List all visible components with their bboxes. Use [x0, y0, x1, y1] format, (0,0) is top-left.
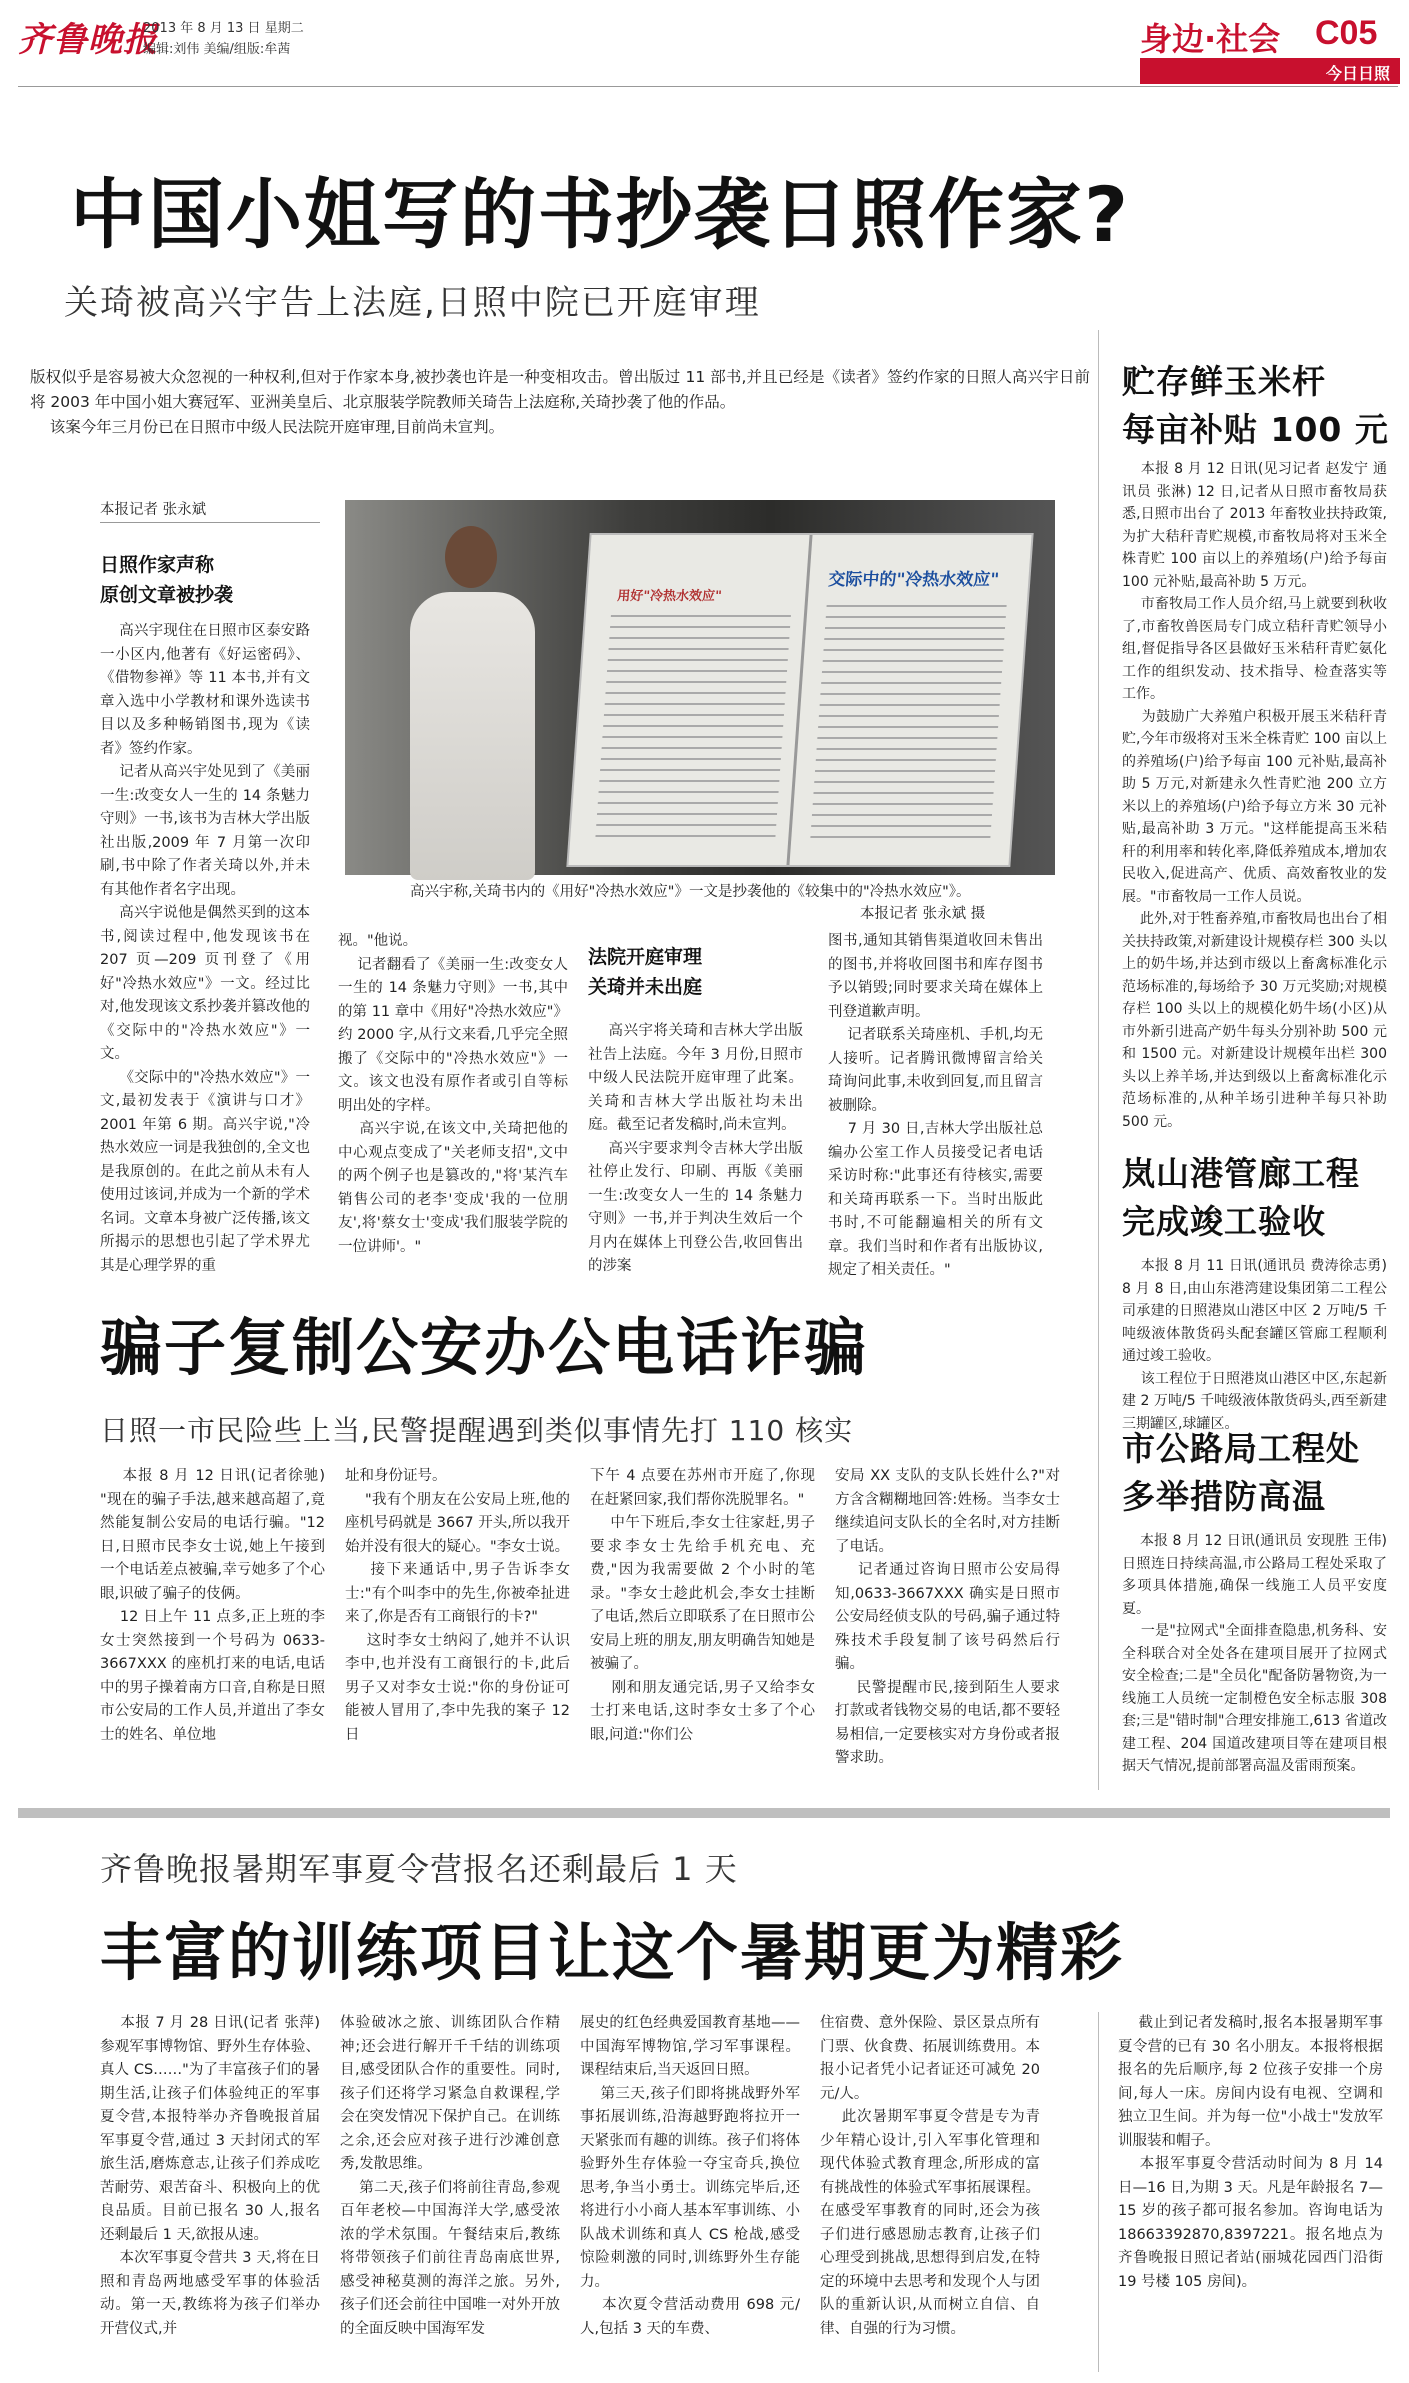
photo-credit: 本报记者 张永斌 摄: [860, 906, 986, 922]
story1-headline: 中国小姐写的书抄袭日照作家?: [70, 170, 1131, 259]
story3-col-2: 体验破冰之旅、训练团队合作精神;还会进行解开千千结的训练项目,感受团队合作的重要性。同时,孩子们还将学习紧急自救课程,学会在突发情况下保护自己。在训练之余,还会应对孩子进行沙滩创意秀,发散思维。 第二天,孩子们将前往青岛,参观百年老校—中国海洋大学,感受浓浓的学术氛围。午餐结束后,教练将带领孩子们前往青岛南底世界,感受神秘莫测的海洋之旅。另外,孩子们还会前往中国唯一对外开放的全面反映中国海军发: [340, 2015, 561, 2337]
sidebar-divider: [1098, 330, 1099, 1790]
story3-col-3: 展史的红色经典爱国教育基地——中国海军博物馆,学习军事课程。课程结束后,当天返回日照。 第三天,孩子们即将挑战野外军事拓展训练,沿海越野跑将拉开一天紧张而有趣的训练。孩子们将体验野外生存体验一夺宝奇兵,换位思考,争当小勇士。训练完毕后,还将进行小小商人基本军事训练、小队战术训练和真人 CS 枪战,感受惊险刺激的同时,训练野外生存能力。 本次夏令营活动费用 698 元/人,包括 3 天的车费、: [580, 2015, 801, 2337]
masthead-editors: 编辑:刘伟 美编/组版:牟茜: [143, 42, 291, 57]
page-number: C05: [1315, 14, 1378, 52]
story3-headline: 丰富的训练项目让这个暑期更为精彩: [100, 1916, 1125, 1989]
story3-sidebar-divider: [1098, 2012, 1099, 2372]
edition-label: 今日日照: [1325, 64, 1390, 83]
book-left-text: [595, 615, 791, 845]
story1-col-1: 高兴宇现住在日照市区泰安路一小区内,他著有《好运密码》、《借物参禅》等 11 本书,并有文章入选中小学教材和课外选读书目以及多种畅销图书,现为《读者》签约作家。 记者从高兴宇处见到了《美丽一生:改变女人一生的 14 条魅力守则》一书,该书为吉林大学出版社出版,2009 年 7 月第一次印刷,书中除了作者关琦以外,并未有其他作者名字出现。 高兴宇说他是偶然买到的这本书,阅读过程中,他发现该书在 207 页—209 页刊登了《用好"冷热水效应"》一文。经过比对,他发现该文系抄袭并篡改他的《交际中的"冷热水效应"》一文。 《交际中的"冷热水效应"》一文,最初发表于《演讲与口才》2001 年第 6 期。高兴宇说,"冷热水效应一词是我独创的,全文也是我原创的。在此之前从未有人使用过该词,并成为一个新的学术名词。文章本身被广泛传播,该文所揭示的思想也引起了学术界尤其是心理学界的重: [100, 623, 311, 1274]
side2-body: 本报 8 月 11 日讯(通讯员 费涛徐志勇) 8 月 8 日,由山东港湾建设集团第二工程公司承建的日照港岚山港区中区 2 万吨/5 千吨级液体散货码头配套罐区管廊工程顺利通过竣工验收。 该工程位于日照港岚山港区中区,东起新建 2 万吨/5 千吨级液体散货码头,西至新建三期罐区,球罐区。: [1122, 1258, 1387, 1432]
story1-subhead: 关琦被高兴宇告上法庭,日照中院已开庭审理: [64, 283, 761, 323]
book-right-title: 交际中的"冷热水效应": [827, 570, 1000, 590]
side1-headline: 贮存鲜玉米杆 每亩补贴 100 元: [1122, 362, 1389, 449]
side3-headline: 市公路局工程处 多举措防高温: [1122, 1429, 1360, 1516]
story2-col-3: 下午 4 点要在苏州市开庭了,你现在赶紧回家,我们帮你洗脱罪名。" 中午下班后,李女士往家赶,男子要求李女士先给手机充电、充费,"因为我需要做 2 个小时的笔录。"李女士趁此机会,李女士挂断了电话,然后立即联系了在日照市公安局上班的朋友,朋友明确告知她是被骗了。 刚和朋友通完话,男子又给李女士打来电话,这时李女士多了个心眼,问道:"你们公: [590, 1468, 816, 1743]
story1-subsection-1: 日照作家声称 原创文章被抄袭: [100, 554, 234, 606]
story3-col-5: 截止到记者发稿时,报名本报暑期军事夏令营的已有 30 名小朋友。本报将根据报名的先后顺序,每 2 位孩子安排一个房间,每人一床。房间内设有电视、空调和独立卫生间。并为每一位"小战士"发放军训服装和帽子。 本报军事夏令营活动时间为 8 月 14 日—16 日,为期 3 天。凡是年龄报名 7—15 岁的孩子都可报名参加。咨询电话为 18663392870,8397221。报名地点为齐鲁晚报日照记者站(丽城花园西门沿街 19 号楼 105 房间)。: [1118, 2015, 1384, 2290]
story1-lead: 版权似乎是容易被大众忽视的一种权利,但对于作家本身,被抄袭也许是一种变相攻击。曾出版过 11 部书,并且已经是《读者》签约作家的日照人高兴宇日前将 2003 年中国小姐大赛冠军、亚洲美皇后、北京服装学院教师关琦告上法庭称,关琦抄袭了他的作品。 该案今年三月份已在日照市中级人民法院开庭审理,目前尚未宣判。: [30, 368, 1090, 436]
woman-head: [445, 526, 497, 588]
story3-col-4: 住宿费、意外保险、景区景点所有门票、伙食费、拓展训练费用。本报小记者凭小记者证还可减免 20 元/人。 此次暑期军事夏令营是专为青少年精心设计,引入军事化管理和现代体验式教育理念,所形成的富有挑战性的体验式军事拓展课程。在感受军事教育的同时,还会为孩子们进行感恩励志教育,让孩子们心理受到挑战,思想得到启发,在特定的环境中去思考和发现个人与团队的重新认识,从而树立自信、自律、自强的行为习惯。: [820, 2015, 1040, 2337]
story1-photo: [345, 500, 1055, 875]
story2-col-2: 址和身份证号。 "我有个朋友在公安局上班,他的座机号码就是 3667 开头,所以我开始并没有很大的疑心。"李女士说。 接下来通话中,男子告诉李女士:"有个叫李中的先生,你被牵扯进来了,你是否有工商银行的卡?" 这时李女士纳闷了,她并不认识李中,也并没有工商银行的卡,此后男子又对李女士说:"你的身份证可能被人冒用了,李中先我的案子 12 日: [345, 1468, 571, 1743]
story3-col-1: 本报 7 月 28 日讯(记者 张萍)参观军事博物馆、野外生存体验、真人 CS……"为了丰富孩子们的暑期生活,让孩子们体验纯正的军事夏令营,本报特举办齐鲁晚报首届军事夏令营,通过 3 天封闭式的军旅生活,磨炼意志,让孩子们养成吃苦耐劳、艰苦奋斗、积极向上的优良品质。目前已报名 30 人,报名还剩最后 1 天,欲报从速。 本次军事夏令营共 3 天,将在日照和青岛两地感受军事的体验活动。第一天,教练将为孩子们举办开营仪式,并: [100, 2015, 320, 2337]
open-book: [568, 535, 1031, 865]
story1-subsection-2: 法院开庭审理 关琦并未出庭: [588, 946, 703, 998]
masthead-date: 2013 年 8 月 13 日 星期二: [143, 21, 304, 36]
side1-body: 本报 8 月 12 日讯(见习记者 赵发宁 通讯员 张淋) 12 日,记者从日照市畜牧局获悉,日照市出台了 2013 年畜牧业扶持政策,为扩大秸秆青贮规模,市畜牧局将对玉米全株青贮 100 亩以上的养殖场(户)给予每亩 100 元补贴,最高补助 5 万元。 市畜牧局工作人员介绍,马上就要到秋收了,市畜牧兽医局专门成立秸秆青贮领导小组,督促指导各区县做好玉米秸秆青贮氨化工作的组织发动、技术指导、检查落实等工作。 为鼓励广大养殖户积极开展玉米秸秆青贮,今年市级将对玉米全株青贮 100 亩以上的养殖场(户)给予每亩 100 元补贴,最高补助 5 万元,对新建永久性青贮池 200 立方米以上的养殖场(户)给予每立方米 30 元补贴,最高补助 3 万元。"这样能提高玉米秸秆的利用率和转化率,降低养殖成本,增加农民收入,促进高产、优质、高效畜牧业的发展。"市畜牧局一工作人员说。 此外,对于牲畜养殖,市畜牧局也出台了相关扶持政策,对新建设计规模存栏 300 头以上的奶牛场,并达到市级以上畜禽标准化示范场标准的,每场给予 30 万元奖励;对规模存栏 100 头以上的规模化奶牛场(小区)从市外新引进高产奶牛每头分别补助 500 元和 1500 元。对新建设计规模年出栏 300 头以上养羊场,并达到级以上畜禽标准化示范场标准的,从种羊场引进种羊每只补助 500 元。: [1122, 461, 1387, 1130]
book-left-title: 用好"冷热水效应": [616, 589, 723, 604]
side2-headline: 岚山港管廊工程 完成竣工验收: [1122, 1154, 1360, 1241]
story1-col-2: 视。"他说。 记者翻看了《美丽一生:改变女人一生的 14 条魅力守则》一书,其中的第 11 章中《用好"冷热水效应"》约 2000 字,从行文来看,几乎完全照搬了《交际中的"冷热水效应"》一文。该文也没有原作者或引自等标明出处的字样。 高兴宇说,在该文中,关琦把他的中心观点变成了"关老师支招",文中的两个例子也是篡改的,"将'某汽车销售公司的老李'变成'我的一位朋友',将'蔡女士'变成'我们服装学院的一位讲师'。": [338, 933, 569, 1255]
story3-kicker: 齐鲁晚报暑期军事夏令营报名还剩最后 1 天: [100, 1850, 738, 1888]
story1-byline: 本报记者 张永斌: [100, 502, 207, 518]
woman-dress: [410, 592, 535, 880]
book-right-text: [810, 605, 1007, 845]
masthead-logo: 齐鲁晚报: [18, 20, 158, 60]
story2-headline: 骗子复制公安办公电话诈骗: [100, 1311, 869, 1384]
side3-body: 本报 8 月 12 日讯(通讯员 安现胜 王伟) 日照连日持续高温,市公路局工程处采取了多项具体措施,确保一线施工人员平安度夏。 一是"拉网式"全面排查隐患,机务科、安全科联合对全处各在建项目展开了拉网式安全检查;二是"全员化"配备防暑物资,为一线施工人员统一定制橙色安全标志服 308 套;三是"错时制"合理安排施工,613 省道改建工程、204 国道改建项目等在建项目根据天气情况,提前部署高温及雷雨预案。: [1122, 1533, 1387, 1774]
story1-col-4: 图书,通知其销售渠道收回未售出的图书,并将收回图书和库存图书予以销毁;同时要求关琦在媒体上刊登道歉声明。 记者联系关琦座机、手机,均无人接听。记者腾讯微博留言给关琦询问此事,未收到回复,而且留言被删除。 7 月 30 日,吉林大学出版社总编办公室工作人员接受记者电话采访时称:"此事还有待核实,需要和关琦再联系一下。当时出版此书时,不可能翻遍相关的所有文章。我们当时和作者有出版协议,规定了相关责任。": [828, 933, 1043, 1278]
woman-figure: [390, 520, 555, 880]
story2-col-4: 安局 XX 支队的支队长姓什么?"对方含含糊糊地回答:姓杨。当李女士继续追问支队长的全名时,对方挂断了电话。 记者通过咨询日照市公安局得知,0633-3667XXX 确实是日照市公安局经侦支队的号码,骗子通过特殊技术手段复制了该号码然后行骗。 民警提醒市民,接到陌生人要求打款或者钱物交易的电话,都不要轻易相信,一定要核实对方身份或者报警求助。: [835, 1468, 1061, 1766]
story1-byline-rule: [100, 522, 320, 523]
photo-caption: 高兴宇称,关琦书内的《用好"冷热水效应"》一文是抄袭他的《较集中的"冷热水效应"》。: [410, 884, 971, 900]
story2-subhead: 日照一市民险些上当,民警提醒遇到类似事情先打 110 核实: [100, 1414, 854, 1447]
book-spine: [786, 535, 812, 865]
edition-badge: [1140, 58, 1400, 84]
story1-col-3: 高兴宇将关琦和吉林大学出版社告上法庭。今年 3 月份,日照市中级人民法院开庭审理了此案。关琦和吉林大学出版社均未出庭。截至记者发稿时,尚未宣判。 高兴宇要求判令吉林大学出版社停止发行、印刷、再版《美丽一生:改变女人一生的 14 条魅力守则》一书,并于判决生效后一个月内在媒体上刊登公告,收回售出的涉案: [588, 1023, 803, 1274]
masthead-rule: [18, 86, 1398, 87]
section-divider-bar: [18, 1808, 1390, 1818]
section-label: 身边·社会: [1140, 20, 1281, 58]
story2-col-1: 本报 8 月 12 日讯(记者徐驰) "现在的骗子手法,越来越高超了,竟然能复制公安局的电话行骗。"12 日,日照市民李女士说,她上午接到一个电话差点被骗,幸亏她多了个心眼,识破了骗子的伎俩。 12 日上午 11 点多,正上班的李女士突然接到一个号码为 0633-3667XXX 的座机打来的电话,电话中的男子操着南方口音,自称是日照市公安局的工作人员,并道出了李女士的姓名、单位地: [100, 1468, 325, 1743]
